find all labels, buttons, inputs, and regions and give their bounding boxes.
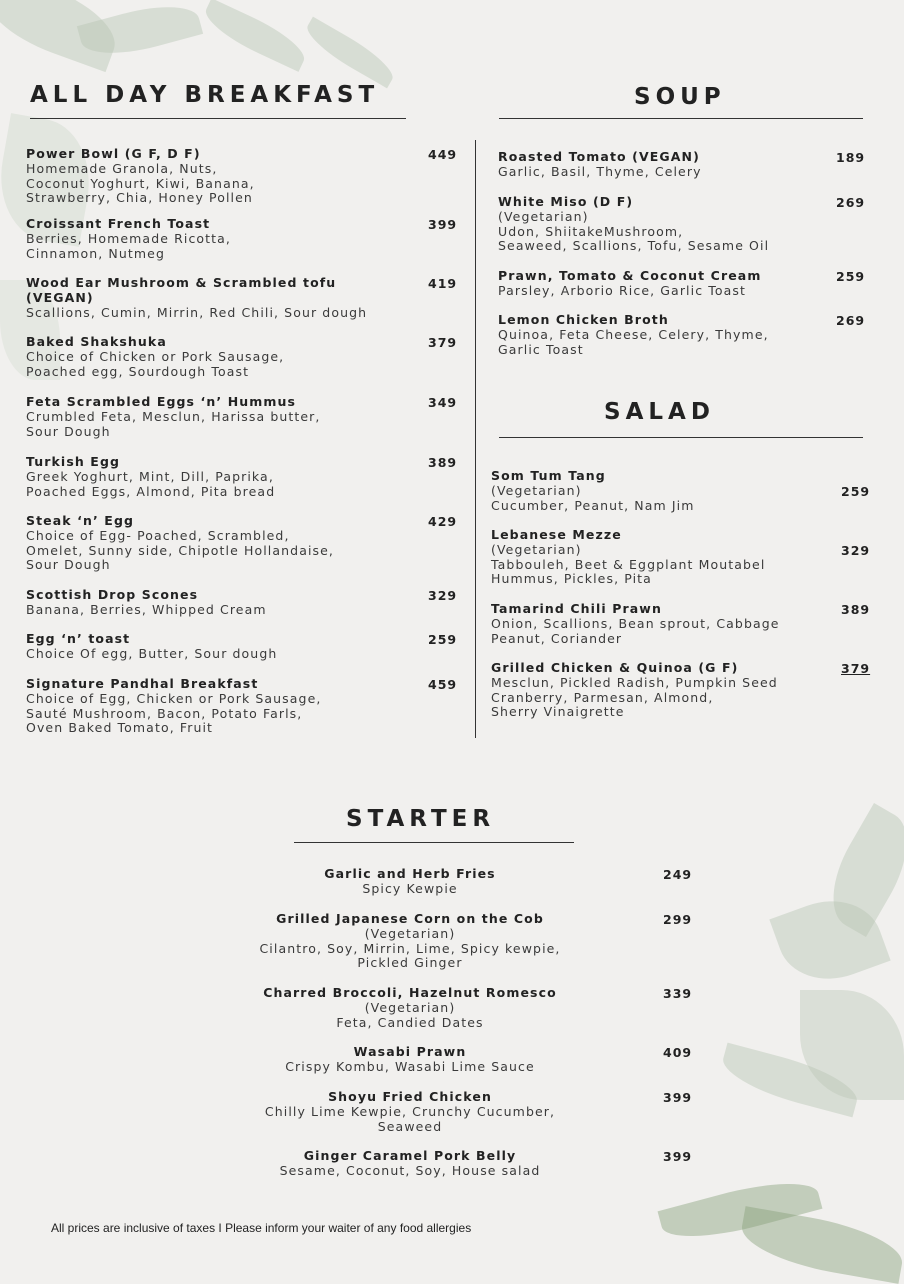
item-name: Steak ‘n’ Egg <box>26 513 135 528</box>
item-name: Power Bowl (G F, D F) <box>26 146 201 161</box>
item-description: Crispy Kombu, Wasabi Lime Sauce <box>285 1058 535 1074</box>
menu-item <box>190 1045 630 1075</box>
menu-item <box>498 195 769 254</box>
menu-item <box>26 677 321 736</box>
footer-note: All prices are inclusive of taxes I Please inform your waiter of any food allergies <box>51 1221 472 1235</box>
item-price: 259 <box>836 269 866 284</box>
item-description: Cinnamon, Nutmeg <box>26 245 165 261</box>
menu-item <box>190 912 630 971</box>
item-name: Egg ‘n’ toast <box>26 631 131 646</box>
item-name: Grilled Chicken & Quinoa (G F) <box>491 660 739 675</box>
menu-item <box>26 217 231 261</box>
item-name: Croissant French Toast <box>26 216 211 231</box>
item-price: 259 <box>841 484 871 499</box>
item-price: 299 <box>663 912 693 927</box>
item-description: Choice Of egg, Butter, Sour dough <box>26 645 278 661</box>
item-description: Seaweed, Scallions, Tofu, Sesame Oil <box>498 238 770 254</box>
item-description: (VEGAN) <box>26 289 94 305</box>
item-description: Poached Eggs, Almond, Pita bread <box>26 483 276 499</box>
menu-item <box>498 150 702 180</box>
section-title-soup: SOUP <box>634 84 726 110</box>
item-description: Udon, ShiitakeMushroom, <box>498 223 684 239</box>
item-price: 269 <box>836 195 866 210</box>
menu-item <box>26 632 277 662</box>
item-description: (Vegetarian) <box>491 541 582 557</box>
item-price: 249 <box>663 867 693 882</box>
item-price: 409 <box>663 1045 693 1060</box>
menu-item <box>491 602 780 646</box>
menu-item <box>26 514 334 573</box>
item-description: Sherry Vinaigrette <box>491 704 625 720</box>
divider <box>499 437 863 438</box>
item-price: 429 <box>428 514 458 529</box>
item-description: Sauté Mushroom, Bacon, Potato Farls, <box>26 705 303 721</box>
item-name: Scottish Drop Scones <box>26 587 199 602</box>
item-name: Grilled Japanese Corn on the Cob <box>276 911 544 926</box>
item-description: Tabbouleh, Beet & Eggplant Moutabel <box>491 556 766 572</box>
item-price: 389 <box>841 602 871 617</box>
item-description: Greek Yoghurt, Mint, Dill, Paprika, <box>26 468 274 484</box>
menu-item <box>26 335 284 379</box>
item-price: 329 <box>841 543 871 558</box>
item-description: Onion, Scallions, Bean sprout, Cabbage <box>491 615 780 631</box>
item-name: Lebanese Mezze <box>491 527 622 542</box>
item-description: (Vegetarian) <box>364 999 456 1015</box>
item-description: Choice of Egg- Poached, Scrambled, <box>26 527 290 543</box>
divider <box>499 118 863 119</box>
divider <box>294 842 574 843</box>
menu-item <box>26 147 255 206</box>
item-price: 449 <box>428 147 458 162</box>
item-price: 189 <box>836 150 866 165</box>
menu-item <box>190 1149 630 1179</box>
item-description: Parsley, Arborio Rice, Garlic Toast <box>498 282 746 298</box>
item-description: Coconut Yoghurt, Kiwi, Banana, <box>26 175 255 191</box>
item-description: Cilantro, Soy, Mirrin, Lime, Spicy kewpie, <box>259 940 561 956</box>
item-price: 259 <box>428 632 458 647</box>
item-description: Sour Dough <box>26 423 111 439</box>
menu-item <box>491 661 778 720</box>
item-description: (Vegetarian) <box>491 482 582 498</box>
item-name: Baked Shakshuka <box>26 334 167 349</box>
menu-item <box>190 1090 630 1134</box>
section-title-salad: SALAD <box>604 399 715 425</box>
item-price: 269 <box>836 313 866 328</box>
item-description: Sesame, Coconut, Soy, House salad <box>279 1162 541 1178</box>
item-name: Roasted Tomato (VEGAN) <box>498 149 700 164</box>
item-price: 329 <box>428 588 458 603</box>
item-name: Turkish Egg <box>26 454 121 469</box>
menu-item <box>26 395 321 439</box>
item-name: Lemon Chicken Broth <box>498 312 669 327</box>
menu-item <box>498 313 769 357</box>
menu-item <box>26 455 275 499</box>
item-description: Quinoa, Feta Cheese, Celery, Thyme, <box>498 326 769 342</box>
menu-item <box>26 588 267 618</box>
item-description: Cranberry, Parmesan, Almond, <box>491 689 714 705</box>
item-description: Strawberry, Chia, Honey Pollen <box>26 190 253 206</box>
item-description: Chilly Lime Kewpie, Crunchy Cucumber, <box>264 1103 556 1119</box>
item-name: Prawn, Tomato & Coconut Cream <box>498 268 762 283</box>
item-description: Berries, Homemade Ricotta, <box>26 230 232 246</box>
item-name: White Miso (D F) <box>498 194 634 209</box>
item-price: 459 <box>428 677 458 692</box>
section-title-starter: STARTER <box>346 806 496 832</box>
item-description: Garlic, Basil, Thyme, Celery <box>498 163 702 179</box>
menu-item <box>491 528 765 587</box>
item-description: Homemade Granola, Nuts, <box>26 160 218 176</box>
item-description: Sour Dough <box>26 557 111 573</box>
item-price: 379 <box>841 661 871 676</box>
item-description: Omelet, Sunny side, Chipotle Hollandaise, <box>26 542 335 558</box>
item-name: Wasabi Prawn <box>353 1044 467 1059</box>
item-name: Som Tum Tang <box>491 468 606 483</box>
item-price: 419 <box>428 276 458 291</box>
item-description: Oven Baked Tomato, Fruit <box>26 720 214 736</box>
item-description: Cucumber, Peanut, Nam Jim <box>491 497 695 513</box>
item-price: 399 <box>663 1149 693 1164</box>
item-description: Hummus, Pickles, Pita <box>491 571 652 587</box>
item-price: 399 <box>663 1090 693 1105</box>
item-description: Crumbled Feta, Mesclun, Harissa butter, <box>26 408 321 424</box>
item-description: (Vegetarian) <box>364 925 456 941</box>
item-description: Choice of Chicken or Pork Sausage, <box>26 348 285 364</box>
menu-item <box>190 867 630 897</box>
item-description: Garlic Toast <box>498 341 584 357</box>
item-name: Ginger Caramel Pork Belly <box>303 1148 517 1163</box>
menu-item <box>498 269 761 299</box>
item-description: Choice of Egg, Chicken or Pork Sausage, <box>26 690 322 706</box>
item-name: Garlic and Herb Fries <box>324 866 496 881</box>
item-description: Peanut, Coriander <box>491 630 623 646</box>
item-description: (Vegetarian) <box>498 208 589 224</box>
section-title-breakfast: ALL DAY BREAKFAST <box>30 82 380 108</box>
item-name: Shoyu Fried Chicken <box>328 1089 492 1104</box>
item-description: Seaweed <box>377 1118 443 1134</box>
item-name: Signature Pandhal Breakfast <box>26 676 259 691</box>
item-description: Feta, Candied Dates <box>336 1014 484 1030</box>
column-divider <box>475 140 476 738</box>
menu-item <box>491 469 694 513</box>
item-description: Scallions, Cumin, Mirrin, Red Chili, Sour dough <box>26 304 368 320</box>
item-price: 339 <box>663 986 693 1001</box>
item-price: 389 <box>428 455 458 470</box>
item-name: Wood Ear Mushroom & Scrambled tofu <box>26 275 337 290</box>
item-description: Poached egg, Sourdough Toast <box>26 363 250 379</box>
item-price: 399 <box>428 217 458 232</box>
item-description: Banana, Berries, Whipped Cream <box>26 601 267 617</box>
item-name: Feta Scrambled Eggs ‘n’ Hummus <box>26 394 297 409</box>
item-description: Mesclun, Pickled Radish, Pumpkin Seed <box>491 674 778 690</box>
item-name: Tamarind Chili Prawn <box>491 601 662 616</box>
item-price: 379 <box>428 335 458 350</box>
item-description: Spicy Kewpie <box>362 880 458 896</box>
divider <box>30 118 406 119</box>
item-price: 349 <box>428 395 458 410</box>
menu-item <box>190 986 630 1030</box>
menu-item <box>26 276 367 320</box>
item-name: Charred Broccoli, Hazelnut Romesco <box>263 985 557 1000</box>
item-description: Pickled Ginger <box>357 955 463 971</box>
